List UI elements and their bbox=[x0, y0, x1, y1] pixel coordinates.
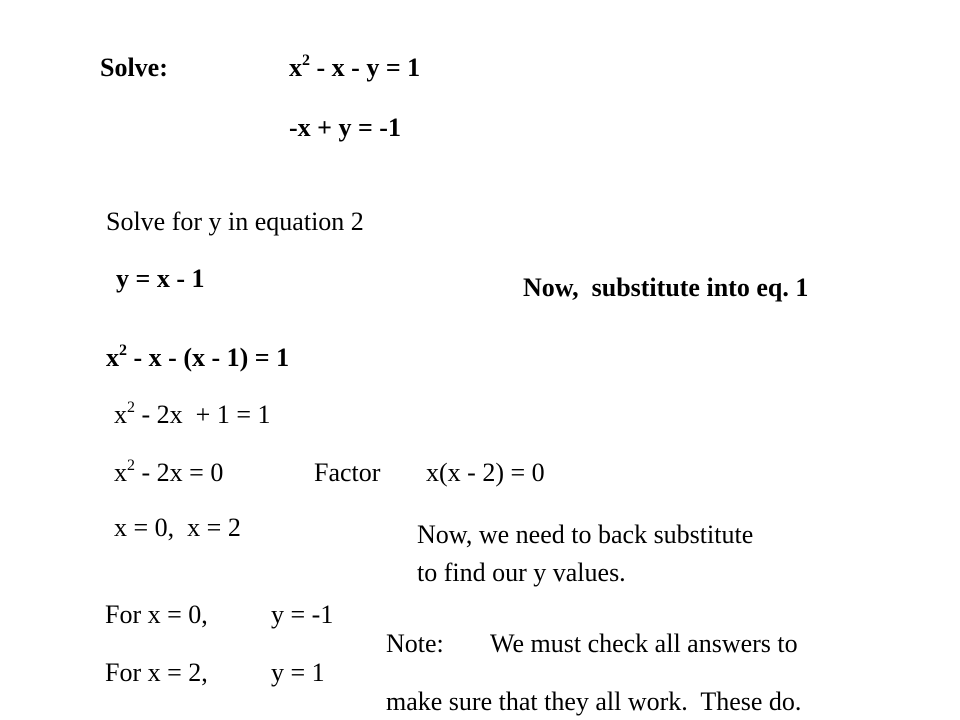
simplified-equation bbox=[114, 399, 271, 429]
back-substitute-line-2: to find our y values. bbox=[417, 558, 626, 587]
equation-1-var: x bbox=[289, 53, 302, 82]
roots: x = 0, x = 2 bbox=[114, 513, 241, 542]
solve-for-y-instruction: Solve for y in equation 2 bbox=[106, 207, 364, 236]
factor-label: Factor bbox=[314, 458, 381, 487]
simplified-exponent: 2 bbox=[127, 399, 135, 416]
y-expression: y = x - 1 bbox=[116, 264, 205, 293]
substituted-rest: - x - (x - 1) = 1 bbox=[127, 343, 290, 372]
solution-2-x: For x = 2, bbox=[105, 658, 208, 687]
factored-equation: x(x - 2) = 0 bbox=[426, 458, 545, 487]
back-substitute-line-1: Now, we need to back substitute bbox=[417, 520, 754, 549]
reduced-equation bbox=[114, 457, 224, 487]
substituted-equation bbox=[106, 342, 290, 372]
reduced-exponent: 2 bbox=[127, 457, 135, 474]
simplified-rest: - 2x + 1 = 1 bbox=[135, 400, 271, 429]
simplified-var: x bbox=[114, 400, 127, 429]
note-line-1: We must check all answers to bbox=[490, 629, 798, 658]
reduced-var: x bbox=[114, 458, 127, 487]
reduced-rest: - 2x = 0 bbox=[135, 458, 224, 487]
solution-2-y: y = 1 bbox=[271, 658, 325, 687]
substituted-var: x bbox=[106, 343, 119, 372]
solution-1-x: For x = 0, bbox=[105, 600, 208, 629]
equation-1-rest: - x - y = 1 bbox=[310, 53, 421, 82]
substitute-note: Now, substitute into eq. 1 bbox=[523, 273, 809, 302]
equation-2: -x + y = -1 bbox=[289, 113, 401, 142]
substituted-exponent: 2 bbox=[119, 342, 127, 359]
note-label: Note: bbox=[386, 629, 444, 658]
equation-1 bbox=[289, 52, 421, 82]
solution-1-y: y = -1 bbox=[271, 600, 334, 629]
solve-label: Solve: bbox=[100, 53, 168, 82]
equation-1-exponent: 2 bbox=[302, 52, 310, 69]
note-line-2: make sure that they all work. These do. bbox=[386, 687, 802, 716]
